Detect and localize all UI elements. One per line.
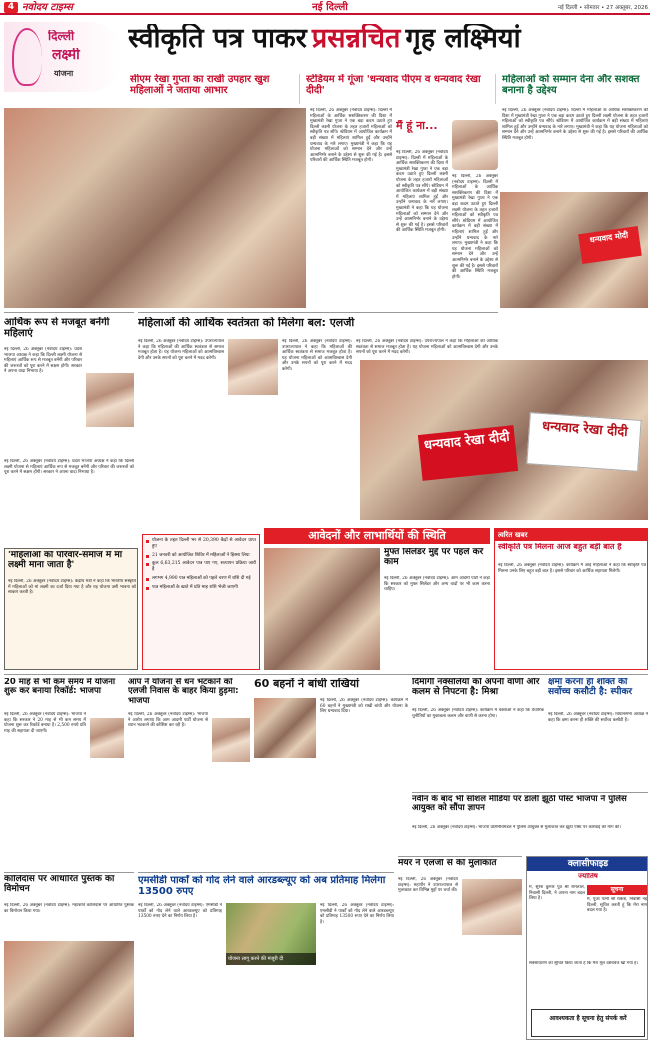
story-3-headline: मुफ्त सिलेंडर मुद्दे पर पहले करे काम	[384, 548, 484, 567]
quote-box-body: नई दिल्ली, 26 अक्तूबर (नवोदय टाइम्स): केंद्रीय मंत्री ने कहा कि भारतीय संस्कृति में महिलाओं को मां लक्ष्मी का दर्जा दिया गया है और यह योजना उसी भावना को साकार करती है।	[8, 579, 136, 596]
paper-name: नवोदय टाइम्स	[22, 2, 73, 13]
classified-sub: ज्योतिष	[578, 873, 598, 880]
bottom-story-1-photo	[90, 718, 124, 758]
stats-item: लगभग 4,990 पात्र महिलाओं को पहले चरण में राशि दी गई	[146, 576, 256, 582]
story-2-headline: महिलाओं की आर्थिक स्वतंत्रता को मिलेगा बल: एलजी	[138, 317, 355, 329]
classified-panel	[526, 856, 648, 1040]
bottom-story-7-photo	[4, 941, 134, 1037]
quote-box	[4, 548, 138, 670]
stats-box-headline: आवेदनों और लाभार्थियों की स्थिति	[264, 528, 490, 544]
news-strip	[494, 528, 648, 670]
lead-headline-part-2: प्रसन्नचित	[311, 24, 401, 54]
classified-notice-3: सर्वसाधारण को सूचित किया जाता है कि मेरा मूल दस्तावेज खो गया है।	[529, 961, 639, 966]
stats-box	[142, 534, 260, 670]
strip-label: त्वरित खबर	[495, 529, 648, 541]
stats-photo	[264, 548, 380, 670]
bottom-story-2	[128, 678, 250, 868]
story-2-lg-photo	[228, 339, 278, 395]
logo-line-1: दिल्ली	[48, 30, 75, 43]
lead-subhead-2: स्टेडियम में गूंजा 'धन्यवाद पीएम व धन्यवाद रेखा दीदी'	[306, 74, 496, 104]
bottom-story-4	[412, 678, 544, 788]
masthead	[0, 0, 650, 15]
bottom-story-4-headline: दिमागी नक्सलियों को अपनी वाणी और कलम से निपटना है: मिश्रा	[412, 678, 540, 697]
lead-headline-part-3: गृह लक्ष्मियां	[405, 24, 521, 54]
photo-banner-rekha: धन्यवाद रेखा दीदी	[418, 425, 518, 481]
bottom-story-3-headline: 60 बहनों ने बांधी राखियां	[254, 678, 359, 690]
logo-line-3: योजना	[54, 70, 74, 78]
story-1-photo	[86, 373, 134, 427]
photo-banner-rekha-2: धन्यवाद रेखा दीदी	[526, 412, 641, 472]
bottom-story-9-photo	[462, 879, 522, 935]
classified-notice-1: मैं, सुरेश कुमार पुत्र श्री रामलाल, निवासी दिल्ली, ने अपना नाम बदल लिया है।	[529, 885, 585, 902]
bottom-story-8-headline: एमसीडी पार्कों को गोद लेने वाले आरडब्ल्यूए को अब प्रतिमाह मिलेगा 13500 रुपए	[138, 875, 386, 897]
classified-title: क्लासीफाइड	[527, 857, 648, 871]
lead-body-col-3: नई दिल्ली, 26 अक्तूबर (नवोदय टाइम्स): दिल्ली में महिलाओं के आर्थिक सशक्तिकरण की दिशा में मुख्यमंत्री रेखा गुप्ता ने एक बड़ा कदम उठाते हुए दिल्ली लक्ष्मी योजना के तहत हजारों महिलाओं को स्वीकृति पत्र सौंपे। स्टेडियम में आयोजित कार्यक्रम में बड़ी संख्या में महिलाएं शामिल हुईं और उन्होंने धन्यवाद के नारे लगाए। मुख्यमंत्री ने कहा कि यह योजना महिलाओं को सम्मान देने और उन्हें आत्मनिर्भर बनाने के उद्देश्य से शुरू की गई है। इससे परिवारों की आर्थिक स्थिति मजबूत होगी।	[452, 174, 498, 280]
story-1-body-more: नई दिल्ली, 26 अक्तूबर (नवोदय टाइम्स): प्रदेश भाजपा अध्यक्ष ने कहा कि दिल्ली लक्ष्मी योजना से महिलाएं आर्थिक रूप से मजबूत बनेंगी और परिवार की जरूरतों को पूरा करने में सक्षम होंगी। सरकार ने अपना वादा निभाया है।	[4, 459, 134, 476]
bottom-story-1-body: नई दिल्ली, 26 अक्तूबर (नवोदय टाइम्स): भाजपा ने कहा कि सरकार ने 20 माह से भी कम समय में योजना शुरू कर रिकॉर्ड बनाया है। 2,500 रुपये प्रति माह की सहायता दी जाएगी।	[4, 712, 86, 734]
bottom-story-9-headline: मेयर ने एलजी से की मुलाकात	[398, 859, 497, 868]
bottom-story-8	[138, 872, 394, 1040]
stats-item: 21 जनवरी को आयोजित शिविर में महिलाओं ने हिस्सा लिया	[146, 553, 256, 559]
bottom-story-3-body: नई दिल्ली, 26 अक्तूबर (नवोदय टाइम्स): कार्यक्रम में 60 बहनों ने मुख्यमंत्री को राखी बांधी और योजना के लिए धन्यवाद दिया।	[320, 698, 408, 715]
bottom-story-7-headline: कालिदास पर आधारित पुस्तक का विमोचन	[4, 875, 115, 894]
lead-quote: मैं हूं ना...	[396, 120, 438, 132]
bottom-story-2-body: नई दिल्ली, 26 अक्तूबर (नवोदय टाइम्स): भाजपा ने आरोप लगाया कि आम आदमी पार्टी योजना से ध्यान भटकाने की कोशिश कर रही है।	[128, 712, 208, 729]
lead-headline-part-1: स्वीकृति पत्र पाकर	[128, 24, 307, 54]
strip-body: नई दिल्ली, 26 अक्तूबर (नवोदय टाइम्स): कार्यक्रम में आई महिलाओं ने कहा कि स्वीकृति पत्र मिलना उनके लिए बहुत बड़ी बात है। इससे परिवार को आर्थिक सहायता मिलेगी।	[498, 563, 646, 574]
story-1	[4, 312, 134, 544]
bottom-story-6-body: नई दिल्ली, 26 अक्तूबर (नवोदय टाइम्स): भाजपा प्रतिनिधिमंडल ने पुलिस आयुक्त से मुलाकात कर झूठी पोस्ट पर कार्रवाई की मांग की।	[412, 825, 621, 830]
bottom-story-6	[412, 792, 648, 852]
bottom-story-5	[548, 678, 648, 788]
bottom-story-9	[398, 856, 522, 1040]
classified-ad-box: आवश्यकता है सूचना हेतु संपर्क करें	[531, 1009, 645, 1037]
bottom-story-7	[4, 872, 134, 1040]
lead-body-col-2: नई दिल्ली, 26 अक्तूबर (नवोदय टाइम्स): दिल्ली में महिलाओं के आर्थिक सशक्तिकरण की दिशा में मुख्यमंत्री रेखा गुप्ता ने एक बड़ा कदम उठाते हुए दिल्ली लक्ष्मी योजना के तहत हजारों महिलाओं को स्वीकृति पत्र सौंपे। स्टेडियम में आयोजित कार्यक्रम में बड़ी संख्या में महिलाएं शामिल हुईं और उन्होंने धन्यवाद के नारे लगाए। मुख्यमंत्री ने कहा कि यह योजना महिलाओं को सम्मान देने और उन्हें आत्मनिर्भर बनाने के उद्देश्य से शुरू की गई है। इससे परिवारों की आर्थिक स्थिति मजबूत होगी।	[396, 150, 448, 234]
bottom-story-2-photo	[212, 718, 250, 762]
lead-body-col-1: नई दिल्ली, 26 अक्तूबर (नवोदय टाइम्स): दिल्ली में महिलाओं के आर्थिक सशक्तिकरण की दिशा में मुख्यमंत्री रेखा गुप्ता ने एक बड़ा कदम उठाते हुए दिल्ली लक्ष्मी योजना के तहत हजारों महिलाओं को स्वीकृति पत्र सौंपे। स्टेडियम में आयोजित कार्यक्रम में बड़ी संख्या में महिलाएं शामिल हुईं और उन्होंने धन्यवाद के नारे लगाए। मुख्यमंत्री ने कहा कि यह योजना महिलाओं को सम्मान देने और उन्हें आत्मनिर्भर बनाने के उद्देश्य से शुरू की गई है। इससे परिवारों की आर्थिक स्थिति मजबूत होगी।	[310, 108, 392, 164]
bottom-story-5-headline: क्षमा करना ही शक्ति की सर्वोच्च कसौटी है: स्पीकर	[548, 678, 633, 697]
bottom-story-7-body: नई दिल्ली, 26 अक्तूबर (नवोदय टाइम्स): महाकवि कालिदास पर आधारित पुस्तक का विमोचन किया गया।	[4, 903, 134, 914]
bottom-story-1	[4, 678, 124, 868]
logo-line-2: लक्ष्मी	[52, 48, 80, 63]
stats-item: योजना के तहत दिल्ली भर से 20,390 केंद्रों से आवेदन प्राप्त हुए	[146, 538, 256, 550]
quote-box-headline: 'महिलाओं को परिवार-समाज में मां लक्ष्मी माना जाता है'	[8, 551, 123, 570]
bottom-story-1-headline: 20 माह से भी कम समय में योजना शुरू कर बनाया रिकॉर्ड: भाजपा	[4, 678, 116, 697]
bottom-story-5-body: नई दिल्ली, 26 अक्तूबर (नवोदय टाइम्स): विधानसभा अध्यक्ष ने कहा कि क्षमा करना ही शक्ति की सर्वोच्च कसौटी है।	[548, 712, 648, 723]
lead-subhead-3: महिलाओं को सम्मान देना और सशक्त बनाना है उद्देश्य	[502, 74, 640, 96]
city-label: नई दिल्ली	[312, 2, 348, 13]
scheme-logo	[4, 22, 124, 92]
bottom-story-3-photo	[254, 698, 316, 758]
bottom-story-6-headline: नवीन के बाद भी सोशल मीडिया पर डाली झूठी पोस्ट भाजपा ने पुलिस आयुक्त को सौंपा ज्ञापन	[412, 795, 627, 814]
bottom-story-4-body: नई दिल्ली, 26 अक्तूबर (नवोदय टाइम्स): कार्यक्रम में वक्ताओं ने कहा कि वैचारिक चुनौतियों का मुकाबला कलम और वाणी से करना होगा।	[412, 708, 544, 719]
stats-item: पात्र महिलाओं के खाते में प्रति माह राशि भेजी जाएगी	[146, 585, 256, 591]
stats-list	[146, 538, 256, 591]
classified-header: सूचना	[587, 885, 647, 895]
strip-headline: स्वीकृति पत्र मिलना आज बहुत बड़ी बात है	[498, 543, 622, 551]
story-3-body: नई दिल्ली, 26 अक्तूबर (नवोदय टाइम्स): आम आदमी पार्टी ने कहा कि सरकार को मुफ्त सिलेंडर और अन्य वादों पर भी काम करना चाहिए।	[384, 576, 490, 593]
bottom-story-9-body: नई दिल्ली, 26 अक्तूबर (नवोदय टाइम्स): महापौर ने उपराज्यपाल से मुलाकात कर विभिन्न मुद्दों पर चर्चा की।	[398, 877, 458, 894]
logo-figure-icon	[12, 28, 42, 86]
story-2-body-col-3: नई दिल्ली, 26 अक्तूबर (नवोदय टाइम्स): उपराज्यपाल ने कहा कि महिलाओं की आर्थिक स्वतंत्रता से समाज मजबूत होता है। यह योजना महिलाओं को आत्मविश्वास देगी और उनके सपनों को पूरा करने में मदद करेगी।	[356, 339, 498, 356]
story-1-headline: आर्थिक रूप से मजबूत बनेंगी महिलाएं	[4, 317, 110, 339]
bottom-story-3	[254, 678, 408, 868]
cm-portrait-photo	[452, 120, 498, 170]
story-2-body-col-2: नई दिल्ली, 26 अक्तूबर (नवोदय टाइम्स): उपराज्यपाल ने कहा कि महिलाओं की आर्थिक स्वतंत्रता से समाज मजबूत होता है। यह योजना महिलाओं को आत्मविश्वास देगी और उनके सपनों को पूरा करने में मदद करेगी।	[282, 339, 352, 372]
story-3	[384, 548, 490, 670]
photo-banner-modi: धन्यवाद मोदी	[578, 226, 642, 264]
story-1-body: नई दिल्ली, 26 अक्तूबर (नवोदय टाइम्स): प्रदेश भाजपा अध्यक्ष ने कहा कि दिल्ली लक्ष्मी योजना से महिलाएं आर्थिक रूप से मजबूत बनेंगी और परिवार की जरूरतों को पूरा करने में सक्षम होंगी। सरकार ने अपना वादा निभाया है।	[4, 347, 82, 375]
lead-photo-crowd	[4, 108, 306, 308]
bottom-story-8-caption: योजना लागू करने की मंजूरी दी	[226, 953, 316, 965]
lead-headline	[128, 24, 648, 70]
page-number: 4	[4, 2, 18, 13]
stats-item: कुल 6,63,215 आवेदन पात्र पाए गए, सत्यापन प्रक्रिया जारी है	[146, 561, 256, 573]
bottom-story-8-body-2: नई दिल्ली, 26 अक्तूबर (नवोदय टाइम्स): एमसीडी ने पार्कों को गोद लेने वाले आरडब्ल्यूए को प्रतिमाह 13500 रुपए देने का निर्णय लिया है।	[320, 903, 394, 925]
story-2-body-col-1: नई दिल्ली, 26 अक्तूबर (नवोदय टाइम्स): उपराज्यपाल ने कहा कि महिलाओं की आर्थिक स्वतंत्रता से समाज मजबूत होता है। यह योजना महिलाओं को आत्मविश्वास देगी और उनके सपनों को पूरा करने में मदद करेगी।	[138, 339, 224, 361]
dateline: नई दिल्ली • सोमवार • 27 अक्तूबर, 2026	[557, 5, 648, 11]
lead-subhead-1: सीएम रेखा गुप्ता का राखी उपहार खुश महिलाओं ने जताया आभार	[130, 74, 300, 104]
classified-notice-2: मैं, पूजा पत्नी श्री राकेश, निवासी नई दिल्ली, सूचित करती हूं कि मेरा नाम बदल गया है।	[587, 897, 647, 914]
section-divider	[4, 674, 648, 675]
bottom-story-2-headline: आप ने योजना से धन भटकाने को एलजी निवास के बाहर किया हुड़मा: भाजपा	[128, 678, 239, 706]
bottom-story-8-body: नई दिल्ली, 26 अक्तूबर (नवोदय टाइम्स): एमसीडी ने पार्कों को गोद लेने वाले आरडब्ल्यूए को प्रतिमाह 13500 रुपए देने का निर्णय लिया है।	[138, 903, 222, 920]
lead-body-col-4: नई दिल्ली, 26 अक्तूबर (नवोदय टाइम्स): दिल्ली में महिलाओं के आर्थिक सशक्तिकरण की दिशा में मुख्यमंत्री रेखा गुप्ता ने एक बड़ा कदम उठाते हुए दिल्ली लक्ष्मी योजना के तहत हजारों महिलाओं को स्वीकृति पत्र सौंपे। स्टेडियम में आयोजित कार्यक्रम में बड़ी संख्या में महिलाएं शामिल हुईं और उन्होंने धन्यवाद के नारे लगाए। मुख्यमंत्री ने कहा कि यह योजना महिलाओं को सम्मान देने और उन्हें आत्मनिर्भर बनाने के उद्देश्य से शुरू की गई है। इससे परिवारों की आर्थिक स्थिति मजबूत होगी।	[502, 108, 648, 141]
